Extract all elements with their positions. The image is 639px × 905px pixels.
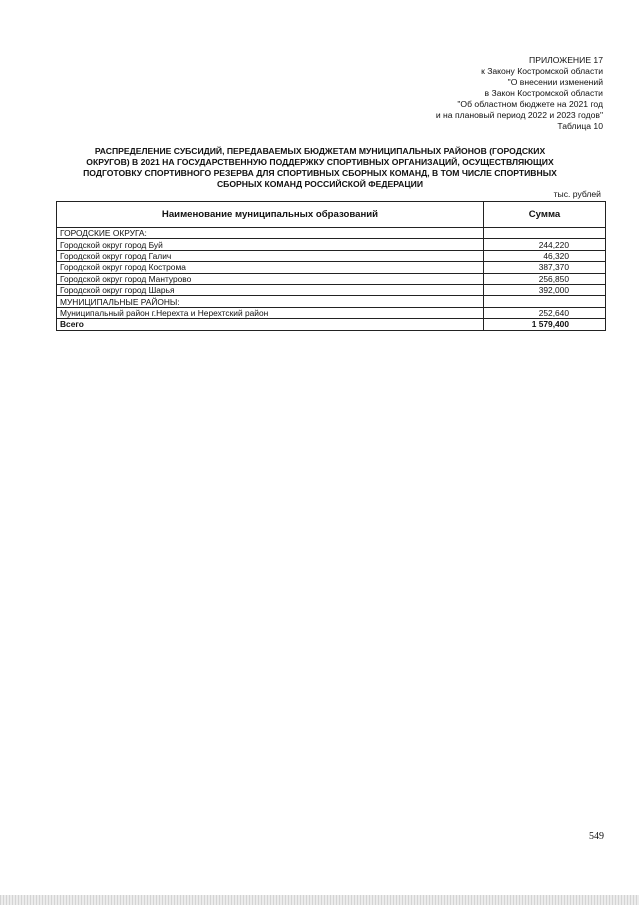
column-header-sum: Сумма <box>484 202 606 228</box>
table-row <box>57 284 606 295</box>
row-sum <box>484 228 606 239</box>
row-sum: 392,000 <box>484 284 606 295</box>
table-row-total <box>57 319 606 330</box>
row-name: МУНИЦИПАЛЬНЫЕ РАЙОНЫ: <box>57 296 484 307</box>
document-title <box>70 146 570 190</box>
appendix-line: к Закону Костромской области <box>481 66 603 76</box>
table-row-section <box>57 296 606 307</box>
row-sum: 256,850 <box>484 273 606 284</box>
total-label: Всего <box>57 319 484 330</box>
row-name: Муниципальный район г.Нерехта и Нерехтский район <box>57 307 484 318</box>
appendix-line: в Закон Костромской области <box>484 88 603 98</box>
title-line: СБОРНЫХ КОМАНД РОССИЙСКОЙ ФЕДЕРАЦИИ <box>216 179 424 189</box>
page-number: 549 <box>589 831 604 842</box>
appendix-header <box>436 55 603 132</box>
title-line: ОКРУГОВ) В 2021 НА ГОСУДАРСТВЕННУЮ ПОДДЕРЖКУ СПОРТИВНЫХ ОРГАНИЗАЦИЙ, ОСУЩЕСТВЛЯЮЩИХ <box>86 157 554 167</box>
appendix-line: и на плановый период 2022 и 2023 годов" <box>435 110 603 120</box>
row-name: Городской округ город Кострома <box>57 262 484 273</box>
table-row <box>57 250 606 261</box>
table-row <box>57 239 606 250</box>
column-header-name: Наименование муниципальных образований <box>57 202 484 228</box>
table-row-section <box>57 228 606 239</box>
row-name: Городской округ город Буй <box>57 239 484 250</box>
table-row <box>57 307 606 318</box>
units-label: тыс. рублей <box>553 189 601 199</box>
scan-edge-strip <box>0 895 639 905</box>
row-sum: 244,220 <box>484 239 606 250</box>
row-sum: 252,640 <box>484 307 606 318</box>
subsidy-table <box>56 201 606 331</box>
appendix-line: "О внесении изменений <box>507 77 603 87</box>
appendix-line: "Об областном бюджете на 2021 год <box>457 99 603 109</box>
title-line: РАСПРЕДЕЛЕНИЕ СУБСИДИЙ, ПЕРЕДАВАЕМЫХ БЮДЖЕТАМ МУНИЦИПАЛЬНЫХ РАЙОНОВ (ГОРОДСКИХ <box>94 146 546 156</box>
table-header-row <box>57 202 606 228</box>
table-row <box>57 273 606 284</box>
table-row <box>57 262 606 273</box>
title-line: ПОДГОТОВКУ СПОРТИВНОГО РЕЗЕРВА ДЛЯ СПОРТИВНЫХ СБОРНЫХ КОМАНД, В ТОМ ЧИСЛЕ СПОРТИВНЫХ <box>83 168 557 178</box>
row-sum: 46,320 <box>484 250 606 261</box>
row-sum: 387,370 <box>484 262 606 273</box>
row-sum <box>484 296 606 307</box>
row-name: Городской округ город Галич <box>57 250 484 261</box>
row-name: Городской округ город Шарья <box>57 284 484 295</box>
row-name: ГОРОДСКИЕ ОКРУГА: <box>57 228 484 239</box>
total-sum: 1 579,400 <box>484 319 606 330</box>
appendix-line: ПРИЛОЖЕНИЕ 17 <box>529 55 603 65</box>
row-name: Городской округ город Мантурово <box>57 273 484 284</box>
table-number: Таблица 10 <box>557 121 603 131</box>
